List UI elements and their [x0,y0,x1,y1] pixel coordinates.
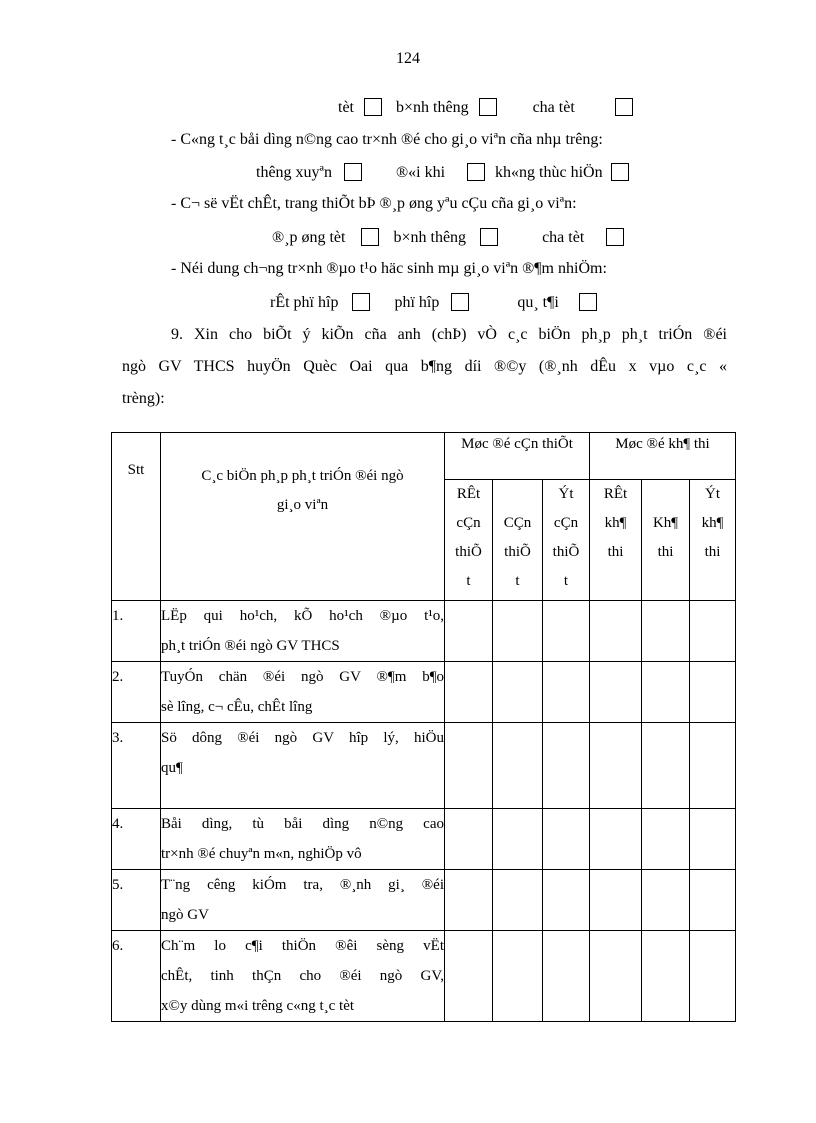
rating-cell[interactable] [590,931,642,1022]
rating-cell[interactable] [543,870,590,931]
checkbox[interactable] [344,163,362,181]
rating-cell[interactable] [543,931,590,1022]
rating-cell[interactable] [590,723,642,809]
option-label: rÊt phï hîp [270,294,339,311]
rating-cell[interactable] [690,931,736,1022]
rating-cell[interactable] [543,601,590,662]
option-label: b×nh thêng [393,229,467,246]
rating-cell[interactable] [642,809,690,870]
checkbox[interactable] [615,98,633,116]
option-label: b×nh thêng [396,99,469,116]
question-item: - C«ng t¸c båi dìng n©ng cao tr×nh ®é cho gi¸o viªn cña nhµ trêng: [171,131,603,148]
rating-cell[interactable] [642,870,690,931]
option-label: cha tèt [542,229,585,246]
header-very-feasible: RÊt kh¶ thi [590,480,642,601]
option-label: phï hîp [394,294,440,311]
rating-cell[interactable] [690,601,736,662]
rating-cell[interactable] [445,601,493,662]
header-little-feasible: Ýt kh¶ thi [690,480,736,601]
rating-cell[interactable] [445,931,493,1022]
header-measure: C¸c biÖn ph¸p ph¸t triÓn ®éi ngò gi¸o viªn [161,433,445,601]
checkbox[interactable] [606,228,624,246]
checkbox[interactable] [364,98,382,116]
option-row-1 [338,98,633,117]
table-row: 3. Sö dông ®éi ngò GV hîp lý, hiÖu qu¶ [112,723,736,809]
page-number: 124 [396,50,420,67]
checkbox[interactable] [611,163,629,181]
rating-cell[interactable] [445,662,493,723]
option-label: ®«i khi [395,164,446,181]
table-row: 1. LËp qui ho¹ch, kÕ ho¹ch ®µo t¹o, ph¸t triÓn ®éi ngò GV THCS [112,601,736,662]
option-row-2 [256,163,629,182]
rating-cell[interactable] [493,809,543,870]
rating-cell[interactable] [543,809,590,870]
table-row: 5. T¨ng cêng kiÓm tra, ®¸nh gi¸ ®éi ngò GV [112,870,736,931]
rating-cell[interactable] [690,809,736,870]
rating-cell[interactable] [642,601,690,662]
header-needed: CÇn thiÕ t [493,480,543,601]
rating-cell[interactable] [690,662,736,723]
checkbox[interactable] [579,293,597,311]
option-label: ®¸p øng tèt [272,229,346,246]
checkbox[interactable] [467,163,485,181]
header-stt: Stt [112,433,161,601]
rating-cell[interactable] [493,723,543,809]
rating-cell[interactable] [642,931,690,1022]
question-item: - C¬ së vËt chÊt, trang thiÕt bÞ ®¸p øng yªu cÇu cña gi¸o viªn: [171,195,577,212]
checkbox[interactable] [480,228,498,246]
option-label: thêng xuyªn [256,164,332,181]
checkbox[interactable] [361,228,379,246]
header-group-feasible: Møc ®é kh¶ thi [590,433,736,480]
checkbox[interactable] [451,293,469,311]
question-9-line-2: ngò GV THCS huyÖn Quèc Oai qua b¶ng díi ®©y (®¸nh dÊu x vµo c¸c « [122,358,727,375]
rating-cell[interactable] [543,662,590,723]
option-label: qu¸ t¶i [517,294,559,311]
rating-cell[interactable] [445,723,493,809]
checkbox[interactable] [479,98,497,116]
table-row: 6. Ch¨m lo c¶i thiÖn ®êi sèng vËt chÊt, tinh thÇn cho ®éi ngò GV, x©y dùng m«i trêng c«ng t¸c tèt [112,931,736,1022]
question-9-line-1: 9. Xin cho biÕt ý kiÕn cña anh (chÞ) vÒ c¸c biÖn ph¸p ph¸t triÓn ®éi [171,326,727,343]
option-label: kh«ng thùc hiÖn [495,164,603,181]
rating-cell[interactable] [590,662,642,723]
question-9-line-3: trèng): [122,390,165,407]
option-row-4 [270,293,597,312]
header-very-needed: RÊt cÇn thiÕ t [445,480,493,601]
rating-cell[interactable] [690,723,736,809]
rating-cell[interactable] [493,931,543,1022]
rating-cell[interactable] [590,601,642,662]
rating-cell[interactable] [642,723,690,809]
rating-cell[interactable] [590,870,642,931]
table-row: 4. Båi dìng, tù båi dìng n©ng cao tr×nh ®é chuyªn m«n, nghiÖp vô [112,809,736,870]
rating-cell[interactable] [690,870,736,931]
rating-cell[interactable] [493,601,543,662]
header-feasible: Kh¶ thi [642,480,690,601]
rating-cell[interactable] [590,809,642,870]
rating-cell[interactable] [445,809,493,870]
question-item: - Néi dung ch¬ng tr×nh ®µo t¹o häc sinh mµ gi¸o viªn ®¶m nhiÖm: [171,260,607,277]
option-label: cha tèt [532,99,575,116]
option-label: tèt [338,99,354,116]
measures-table [111,432,736,1022]
rating-cell[interactable] [493,662,543,723]
rating-cell[interactable] [493,870,543,931]
option-row-3 [272,228,624,247]
header-little-needed: Ýt cÇn thiÕ t [543,480,590,601]
rating-cell[interactable] [445,870,493,931]
rating-cell[interactable] [642,662,690,723]
checkbox[interactable] [352,293,370,311]
rating-cell[interactable] [543,723,590,809]
table-row: 2. TuyÓn chän ®éi ngò GV ®¶m b¶o sè lîng, c¬ cÊu, chÊt lîng [112,662,736,723]
header-group-need: Møc ®é cÇn thiÕt [445,433,590,480]
